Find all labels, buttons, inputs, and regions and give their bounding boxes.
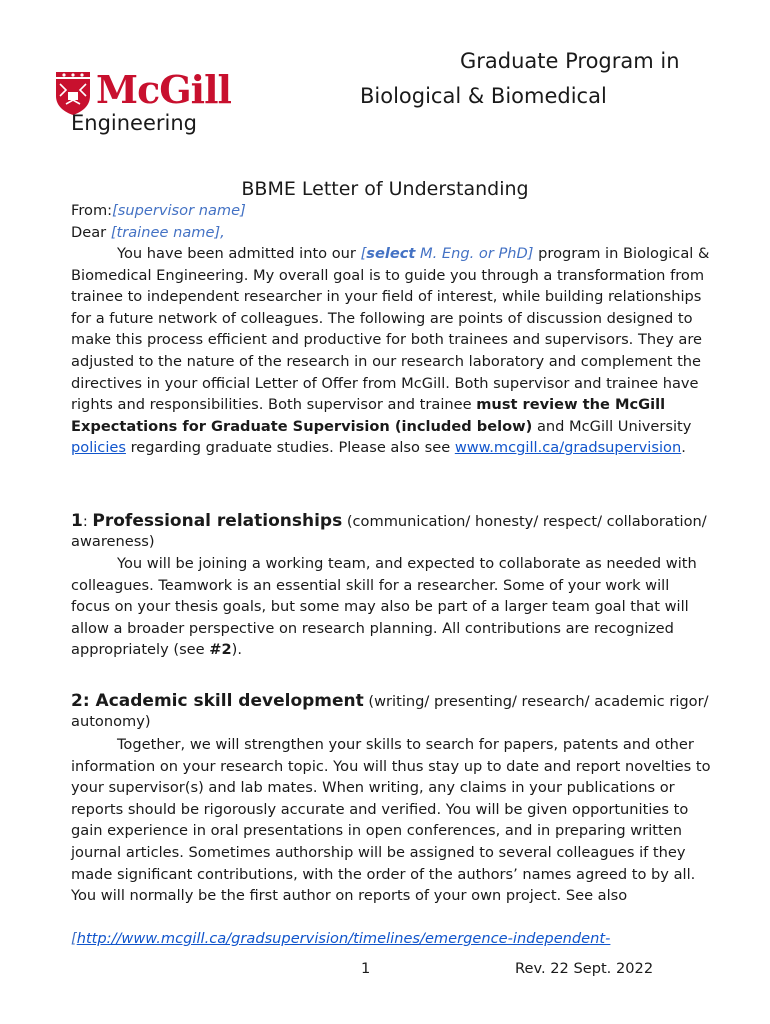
trainee-name-placeholder: [trainee name], <box>110 224 225 241</box>
policies-link[interactable]: policies <box>71 439 126 457</box>
revision-date: Rev. 22 Sept. 2022 <box>515 960 654 977</box>
from-label: From: <box>71 202 113 219</box>
mcgill-wordmark: McGill <box>96 67 231 112</box>
document-title: BBME Letter of Understanding <box>241 178 529 200</box>
salutation-line <box>71 222 711 244</box>
program-title-line2: Biological & Biomedical <box>360 84 607 108</box>
section2-title: 2: Academic skill development <box>71 691 364 711</box>
emergence-independent-link[interactable]: http://www.mcgill.ca/gradsupervision/timelines/emergence-independent- <box>76 930 611 947</box>
section2-subtitle: (writing/ presenting/ research/ academic rigor/ autonomy) <box>71 693 709 730</box>
section2-reference: #2 <box>209 641 232 659</box>
degree-placeholder: [select M. Eng. or PhD] <box>360 245 534 262</box>
section1-number: 1 <box>71 511 83 531</box>
review-expectations-emphasis: must review the McGill Expectations for Graduate Supervision (included below) <box>71 396 666 435</box>
section2-body: Together, we will strengthen your skills to search for papers, patents and other information on your research topic. You will thus stay up to date and report novelties to your supervisor(s) and lab mates. When writing, any claims in your publications or reports should be rigorously accurate and verified. You will be given opportunities to gain experience in oral presentations in open conferences, and in preparing written journal articles. Sometimes authorship will be assigned to several colleagues if they made significant contributions, with the order of the authors’ names agreed to by all. You will normally be the first author on reports of your own project. See also <box>71 736 711 905</box>
section1-subtitle: (communication/ honesty/ respect/ collaboration/ awareness) <box>71 513 707 550</box>
program-title-line1: Graduate Program in <box>460 49 680 73</box>
section2-link-line: [http://www.mcgill.ca/gradsupervision/timelines/emergence-independent- <box>71 930 611 947</box>
section2-heading <box>71 691 711 732</box>
section1-heading: 1: Professional relationships (communication/ honesty/ respect/ collaboration/ awareness) <box>71 511 707 550</box>
supervisor-name-placeholder: [supervisor name] <box>112 202 246 219</box>
dear-label: Dear <box>71 224 107 241</box>
gradsupervision-link[interactable]: www.mcgill.ca/gradsupervision <box>454 439 682 457</box>
section1-title: Professional relationships <box>92 511 343 531</box>
section1-body: You will be joining a working team, and expected to collaborate as needed with colleagues. Teamwork is an essential skill for a researcher. Some of your work will focus on your thesis goals, but some may also be part of a larger team goal that will allow a broader perspective on research planning. All contributions are recognized appropriately (see #2). <box>71 555 697 659</box>
from-line <box>71 200 711 222</box>
page-number: 1 <box>361 960 371 977</box>
intro-paragraph: You have been admitted into our [select M. Eng. or PhD] program in Biological & Biomedical Engineering. My overall goal is to guide you through a transformation from trainee to independent researcher in your field of interest, while building relationships for a future network of colleagues. The following are points of discussion designed to make this process efficient and productive for both trainees and supervisors. They are adjusted to the nature of the research in our research laboratory and complement the directives in your official Letter of Offer from McGill. Both supervisor and trainee have rights and responsibilities. Both supervisor and trainee must review the McGill Expectations for Graduate Supervision (included below) and McGill University policies regarding graduate studies. Please also see www.mcgill.ca/gradsupervision. <box>71 245 710 457</box>
program-title-line3: Engineering <box>71 111 197 135</box>
